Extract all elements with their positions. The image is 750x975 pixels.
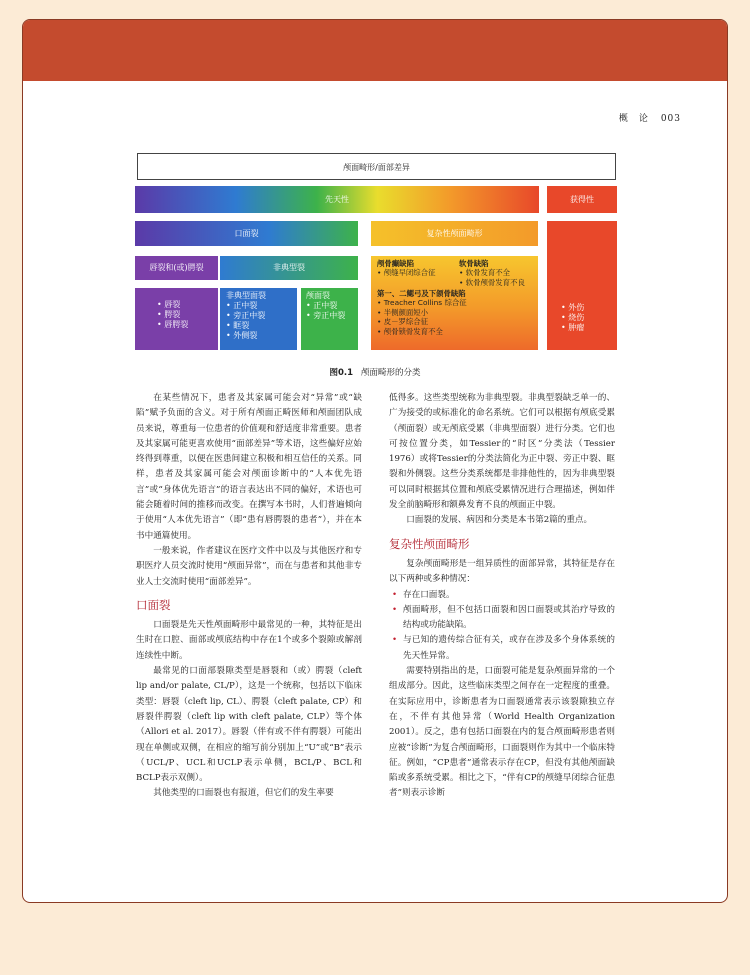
paragraph: 口面裂的发展、病因和分类是本书第2篇的重点。 bbox=[406, 515, 593, 526]
list-item: • 旁正中裂 bbox=[226, 311, 266, 320]
list-item: • 颅面畸形，但不包括口面裂和因口面裂或其治疗导致的结构或功能缺陷。 bbox=[403, 603, 615, 634]
figure-number: 图0.1 bbox=[329, 368, 354, 378]
list-item: • 烧伤 bbox=[561, 313, 585, 322]
atypical-facial-box bbox=[220, 288, 297, 350]
classification-diagram bbox=[23, 20, 727, 420]
acquired-items-box bbox=[547, 221, 617, 350]
list-item: • 正中裂 bbox=[306, 301, 338, 310]
paragraph: 口面裂是先天性颅面畸形中最常见的一种，其特征是出生时在口腔、面部或颅底结构中存在1个或多个裂隙或解剖连续性中断。 bbox=[136, 620, 362, 661]
complex-group-3: 第一、二鳃弓及下颌骨缺陷 • Treacher Collins 综合征 • 半侧颜面短小 • 皮－罗综合征 • 颅骨锁骨发育不全 bbox=[377, 289, 467, 336]
figure-caption-text: 颅面畸形的分类 bbox=[361, 368, 421, 378]
list-item: • 唇裂 bbox=[157, 300, 181, 309]
complex-details-box bbox=[371, 256, 538, 350]
complex-group-2: 软骨缺陷 • 软骨发育不全 • 软骨颅骨发育不良 bbox=[459, 259, 525, 287]
cleft-lip-palate-box: 唇裂和(或)腭裂 bbox=[135, 256, 218, 280]
list-item: • 唇腭裂 bbox=[157, 320, 189, 329]
bullet-list bbox=[389, 588, 615, 664]
diagram-top-box: 颅面畸形/面部差异 bbox=[137, 153, 616, 180]
paragraph: 一般来说，作者建议在医疗文件中以及与其他医疗和专职医疗人员交流时使用“颅面异常”，而在与患者和其他非专业人士交流时使用“面部差异”。 bbox=[136, 545, 362, 587]
orofacial-cleft-box: 口面裂 bbox=[135, 221, 358, 246]
atypical-cleft-box: 非典型裂 bbox=[220, 256, 358, 280]
page-number: 003 bbox=[660, 114, 681, 124]
atypical-facial-title: 非典型面裂 bbox=[226, 291, 266, 300]
craniofacial-cleft-box bbox=[301, 288, 358, 350]
list-item: • 肿瘤 bbox=[561, 323, 585, 332]
complex-group-1: 颅骨癫缺陷 • 颅缝早闭综合征 bbox=[377, 259, 436, 278]
craniofacial-cleft-title: 颅面裂 bbox=[306, 291, 330, 300]
list-item: • 外侧裂 bbox=[226, 331, 258, 340]
list-item: • 与已知的遗传综合征有关，或存在涉及多个身体系统的先天性异常。 bbox=[403, 633, 615, 664]
list-item: • 眶裂 bbox=[226, 321, 250, 330]
list-item: • 旁正中裂 bbox=[306, 311, 346, 320]
paragraph: 需要特别指出的是，口面裂可能是复杂颅面异常的一个组成部分。因此，这些临床类型之间存在一定程度的重叠。在实际应用中，诊断患者为口面裂通常表示该裂隙独立存在，不伴有其他异常（World Health Organization 2001）。反之，患有包括口面裂在内的复合颅面畸形患者则应被“诊断”为复合颅面畸形，口面裂则作为其中一个临床特征。例如，“CP患者”通常表示存在CP，但没有其他颅面缺陷或多系统受累。相比之下，“伴有CP的颅缝早闭综合征患者”则表示诊断 bbox=[389, 666, 615, 799]
section-heading: 口面裂 bbox=[136, 597, 171, 612]
paragraph: 复杂颅面畸形是一组异质性的面部异常，其特征是存在以下两种或多种情况： bbox=[389, 558, 615, 585]
list-item: • 外伤 bbox=[561, 303, 585, 312]
congenital-box: 先天性 bbox=[135, 186, 539, 213]
paragraph: 最常见的口面部裂隙类型是唇裂和（或）腭裂（cleft lip and/or palate, CL/P），这是一个统称，包括以下临床类型：唇裂（cleft lip, CL）、腭裂（cleft palate, CP）和唇裂伴腭裂（cleft lip with cleft palate, CLP）等个体（Allori et al. 2017）。唇裂（伴有或不伴有腭裂）可能出现在单侧或双侧，在相应的缩写前分别加上“U”或“B”表示（UCL/P、UCL和UCLP表示单侧，BCL/P、BCL和BCLP表示双侧）。 bbox=[136, 666, 362, 784]
list-item: • 正中裂 bbox=[226, 301, 258, 310]
section-heading: 复杂性颅面畸形 bbox=[389, 536, 470, 551]
acquired-box: 获得性 bbox=[547, 186, 617, 213]
section-title: 概 论 bbox=[618, 114, 649, 124]
right-column bbox=[389, 391, 615, 802]
complex-cf-box: 复杂性颅面畸形 bbox=[371, 221, 538, 246]
paragraph: 低得多。这些类型统称为非典型裂。非典型裂缺乏单一的、广为接受的或标准化的命名系统。它们可以根据有颅底受累（颅面裂）或无颅底受累（非典型面裂）进行分类。它们也可按位置分类，如Tessier的“时区”分类法（Tessier 1976）或将Tessier的分类法简化为正中裂、旁正中裂、眶裂和外侧裂。这些分类系统都是非排他性的，因为非典型裂可以同时根据其位置和颅底受累情况进行合理描述，例如伴发全前脑畸形和额鼻发育不良的颅面正中裂。 bbox=[389, 393, 615, 511]
figure-caption bbox=[23, 366, 727, 378]
left-column bbox=[136, 391, 362, 802]
clp-items-box bbox=[135, 288, 218, 350]
paragraph: 在某些情况下，患者及其家属可能会对“异常”或“缺陷”赋予负面的含义。对于所有颅面正畸医师和颅面团队成员来说，尊重每一位患者的价值观和舒适度非常重要。患者及其家属可能更喜欢使用“面部差异”等术语，这些偏好应始终得到尊重，以便在医患间建立积极和相互信任的关系。同样，患者及其家属可能会对颅面诊断中的“人本优先语言”或“身体优先语言”的语言表达出不同的偏好，术语也可能会随着时间的推移而改变。在撰写本书时，人们普遍倾向于使用“人本优先语言”（即“患有唇腭裂的患者”），并在本书中通篇使用。 bbox=[136, 393, 362, 541]
list-item: • 存在口面裂。 bbox=[403, 588, 615, 603]
page-frame bbox=[22, 19, 728, 903]
list-item: • 腭裂 bbox=[157, 310, 181, 319]
paragraph: 其他类型的口面裂也有报道，但它们的发生率要 bbox=[153, 788, 334, 799]
